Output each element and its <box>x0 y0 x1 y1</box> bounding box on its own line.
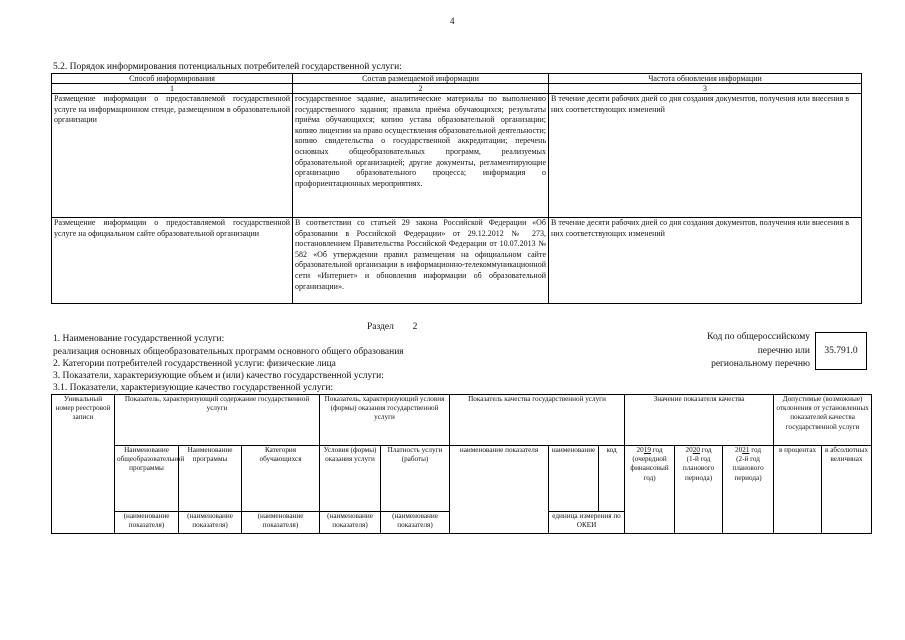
informing-table <box>51 73 862 304</box>
year-3: 2021 год (2-й год планового периода) <box>723 446 774 534</box>
c4: Условия (формы) оказания услуги <box>320 446 381 512</box>
c3: Категория обучающихся <box>242 446 320 512</box>
okpd-line-1: Код по общероссийскому <box>707 332 810 342</box>
table-row <box>52 218 862 304</box>
col-num-1: 1 <box>52 84 293 94</box>
razdel-heading <box>367 322 417 332</box>
h-values: Значение показателя качества <box>625 395 774 446</box>
service-code-box: 35.791.0 <box>815 332 867 370</box>
h-content: Показатель, характеризующий содержание государственной услуги <box>115 395 320 446</box>
okpd-line-3: региональному перечню <box>711 359 810 369</box>
unit-okei: единица измерения по ОКЕИ <box>549 512 625 534</box>
consumer-category: 2. Категории потребителей государственной услуги: физические лица <box>53 359 336 369</box>
year-2: 2020 год (1-й год планового периода) <box>675 446 723 534</box>
c1: Наименование общеобразовательной программы <box>115 446 179 512</box>
indicators-heading: 3. Показатели, характеризующие объем и (или) качество государственной услуги: <box>53 371 384 381</box>
row2-content: В соответствии со статьей 29 закона Российской Федерации «Об образовании в Российской Федерации» от 29.12.2012 № 273, постановлением Правительства Российской Федерации от 10.07.2013 № 582 «Об утверждении правил размещения на официальном сайте образовательной организации в информационно-телекоммуникационной сети «Интернет» и обновления информации об образовательной организации». <box>293 218 549 304</box>
razdel-label: Раздел <box>367 322 394 332</box>
row1-content: государственное задание, аналитические материалы по выполнению государственного задания; правила приёма обучающихся; результаты приёма обучающихся; копию устава образовательной организации; копию лицензии на право осуществления образовательной деятельности; копию свидетельства о государственной аккредитации; перечень основных общеобразовательных программ, реализуемых образовательной организацией; другие документы, регламентирующие организацию образовательного процесса; информация о профориентационных мероприятиях. <box>293 94 549 218</box>
indicator-name: наименование показателя <box>450 446 549 534</box>
c-abs: в абсолютных величинах <box>822 446 872 534</box>
c-naim: наименование <box>549 446 599 512</box>
page-number: 4 <box>450 16 455 26</box>
pokaz-3: (наименование показателя) <box>242 512 320 534</box>
pokaz-2: (наименование показателя) <box>179 512 242 534</box>
row1-method: Размещение информации о предоставляемой государственной услуге на информационном стенде, размещенном в образовательной организации <box>52 94 293 218</box>
row2-method: Размещение информации о предоставляемой государственной услуге на официальном сайте образовательной организации <box>52 218 293 304</box>
col-header-frequency: Частота обновления информации <box>549 74 862 84</box>
col-header-method: Способ информирования <box>52 74 293 84</box>
okpd-line-2: перечню или <box>757 345 810 356</box>
h-unique: Уникальный номер реестровой записи <box>52 395 115 534</box>
col-num-3: 3 <box>549 84 862 94</box>
pokaz-4: (наименование показателя) <box>320 512 381 534</box>
service-name-label: 1. Наименование государственной услуги: <box>53 334 225 344</box>
service-name-value: реализация основных общеобразовательных программ основного общего образования <box>53 347 404 357</box>
c5: Платность услуги (работы) <box>381 446 450 512</box>
okpd-label <box>707 331 810 372</box>
c-kod: код <box>599 446 625 512</box>
row2-frequency: В течение десяти рабочих дней со дня создания документов, получения или внесения в них соответствующих изменений <box>549 218 862 304</box>
c-percent: в процентах <box>774 446 822 534</box>
c2: Наименование программы <box>179 446 242 512</box>
h-quality: Показатель качества государственной услуги <box>450 395 625 446</box>
quality-indicators-heading: 3.1. Показатели, характеризующие качество государственной услуги: <box>53 383 334 393</box>
table-row <box>52 94 862 218</box>
h-conditions: Показатель, характеризующий условия (формы) оказания государственной услуги <box>320 395 450 446</box>
pokaz-1: (наименование показателя) <box>115 512 179 534</box>
pokaz-5: (наименование показателя) <box>381 512 450 534</box>
col-num-2: 2 <box>293 84 549 94</box>
h-deviation: Допустимые (возможные) отклонения от установленных показателей качества государственной услуги <box>774 395 872 446</box>
razdel-number: 2 <box>412 322 418 332</box>
row1-frequency: В течение десяти рабочих дней со дня создания документов, получения или внесения в них соответствующих изменений <box>549 94 862 218</box>
col-header-content: Состав размещаемой информации <box>293 74 549 84</box>
section-5-2-title: 5.2. Порядок информирования потенциальных потребителей государственной услуги: <box>53 62 402 72</box>
quality-indicators-table <box>51 394 872 534</box>
year-1: 2019 год (очередной финансовый год) <box>625 446 675 534</box>
